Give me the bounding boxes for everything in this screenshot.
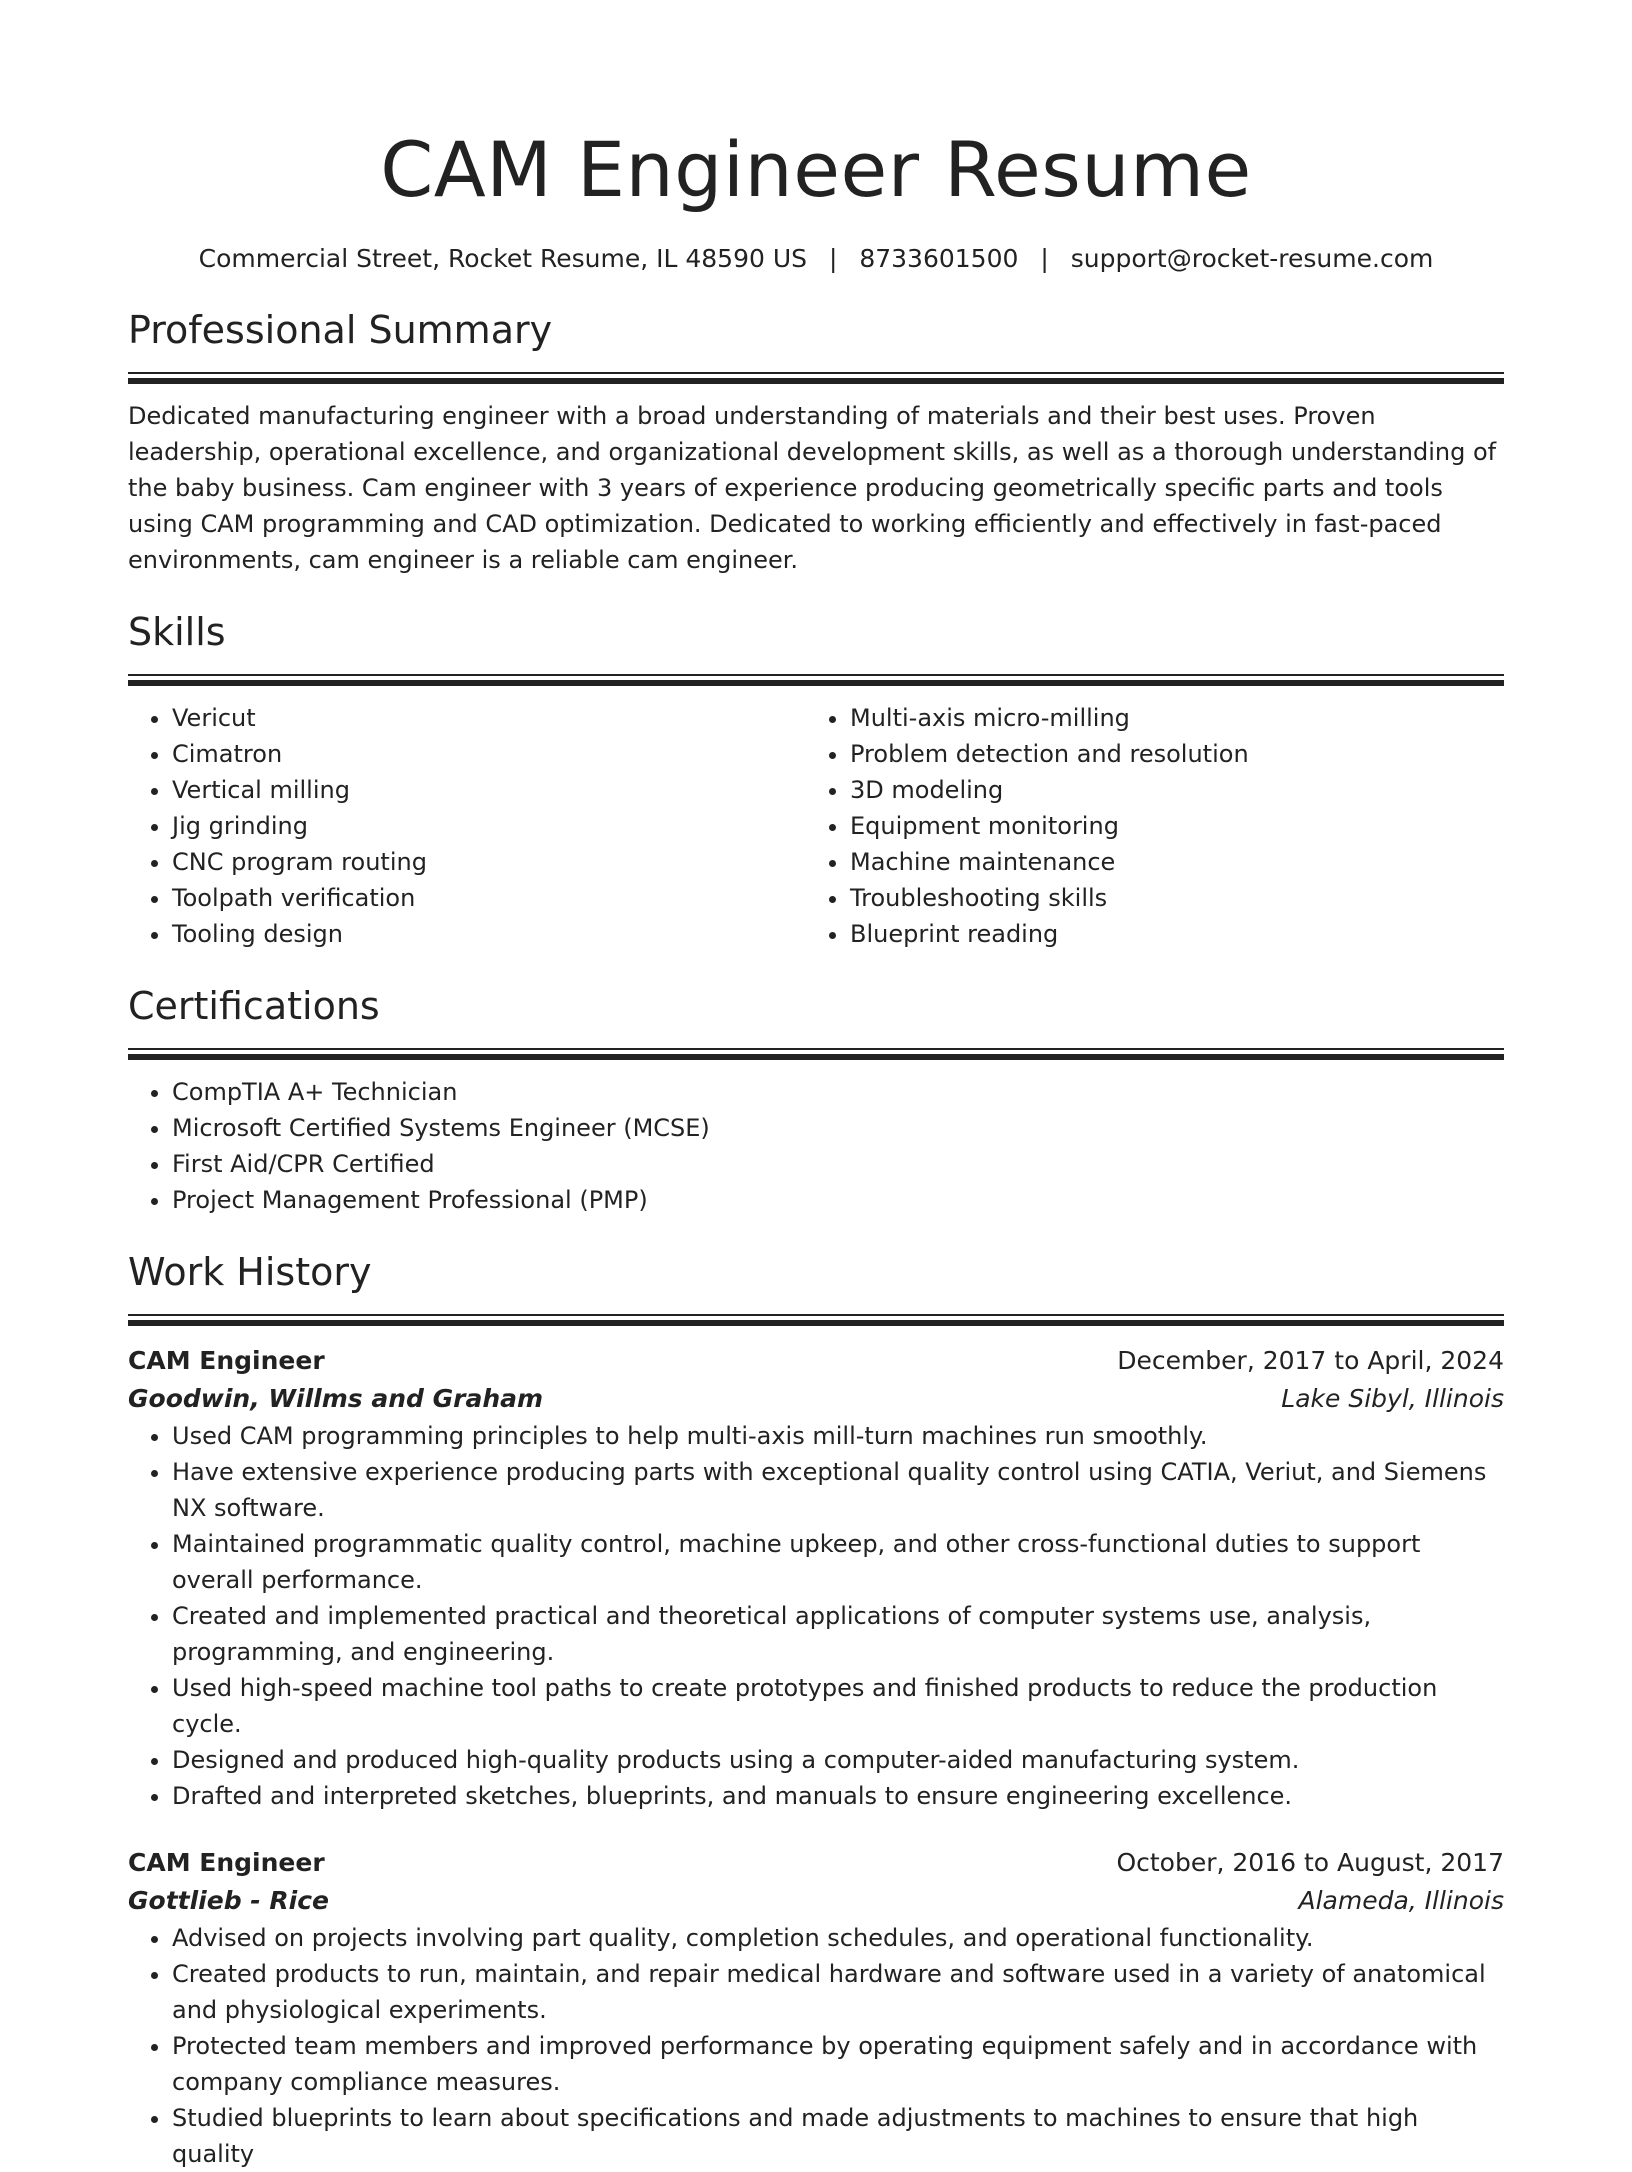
list-item: • Blueprint reading [850,916,1484,952]
list-item: • Maintained programmatic quality control, machine upkeep, and other cross-functional duties to support overall performance. [172,1526,1504,1598]
job-company: Goodwin, Willms and Graham [128,1384,544,1413]
list-item: • Vertical milling [172,772,806,808]
list-item: • Advised on projects involving part quality, completion schedules, and operational functionality. [172,1920,1504,1956]
list-item: • Problem detection and resolution [850,736,1484,772]
skills-section [128,608,1504,952]
list-item: • Microsoft Certified Systems Engineer (MCSE) [172,1110,1504,1146]
skills-columns [128,700,1504,952]
job-location: Alameda, Illinois [1298,1886,1504,1915]
job-title: CAM Engineer [128,1346,325,1375]
job-title: CAM Engineer [128,1848,325,1877]
list-item: • Drafted and interpreted sketches, blueprints, and manuals to ensure engineering excellence. [172,1778,1504,1814]
section-heading: Professional Summary [128,308,553,352]
contact-address: Commercial Street, Rocket Resume, IL 48590 US [198,244,807,273]
list-item: • Created products to run, maintain, and repair medical hardware and software used in a variety of anatomical and physiological experiments. [172,1956,1504,2028]
list-item: • Jig grinding [172,808,806,844]
section-divider [128,1048,1504,1060]
list-item: • Created and implemented practical and theoretical applications of computer systems use, analysis, programming, and engineering. [172,1598,1504,1670]
contact-phone: 8733601500 [859,244,1019,273]
work-history-section [128,1248,1504,2172]
skills-right-column [806,700,1484,952]
job-location: Lake Sibyl, Illinois [1281,1384,1504,1413]
list-item: • Project Management Professional (PMP) [172,1182,1504,1218]
summary-section [128,306,1504,578]
list-item: • Equipment monitoring [850,808,1484,844]
job-dates: December, 2017 to April, 2024 [1117,1346,1504,1375]
section-heading: Work History [128,1250,372,1294]
resume-title: CAM Engineer Resume [380,125,1252,214]
job-company: Gottlieb - Rice [128,1886,329,1915]
list-item: • 3D modeling [850,772,1484,808]
section-divider [128,1314,1504,1326]
list-item: • Designed and produced high-quality products using a computer-aided manufacturing system. [172,1742,1504,1778]
list-item: • Used high-speed machine tool paths to create prototypes and finished products to reduce the production cycle. [172,1670,1504,1742]
contact-separator: | [1040,244,1049,273]
section-heading: Skills [128,610,226,654]
list-item: • Protected team members and improved performance by operating equipment safely and in accordance with company compliance measures. [172,2028,1504,2100]
contact-separator: | [828,244,838,273]
summary-text: Dedicated manufacturing engineer with a broad understanding of materials and their best uses. Proven leadership, operational excellence, and organizational development skills, as well as a thorough understanding of the baby business. Cam engineer with 3 years of experience producing geometrically specific parts and tools using CAM programming and CAD optimization. Dedicated to working efficiently and effectively in fast-paced environments, cam engineer is a reliable cam engineer. [128,402,1497,574]
list-item: • Used CAM programming principles to help multi-axis mill-turn machines run smoothly. [172,1418,1504,1454]
job-dates: October, 2016 to August, 2017 [1116,1848,1504,1877]
list-item: • Have extensive experience producing parts with exceptional quality control using CATIA, Veriut, and Siemens NX software. [172,1454,1504,1526]
list-item: • Machine maintenance [850,844,1484,880]
certifications-section [128,982,1504,1218]
contact-email: support@rocket-resume.com [1070,244,1434,273]
list-item: • Toolpath verification [172,880,806,916]
list-item: • Multi-axis micro-milling [850,700,1484,736]
section-divider [128,674,1504,686]
skills-left-column [128,700,806,952]
list-item: • Vericut [172,700,806,736]
list-item: • First Aid/CPR Certified [172,1146,1504,1182]
list-item: • CNC program routing [172,844,806,880]
list-item: • Troubleshooting skills [850,880,1484,916]
list-item: • Cimatron [172,736,806,772]
job-entry [128,1844,1504,2172]
list-item: • Studied blueprints to learn about specifications and made adjustments to machines to ensure that high quality [172,2100,1504,2172]
section-divider [128,372,1504,384]
list-item: • CompTIA A+ Technician [172,1074,1504,1110]
job-entry [128,1342,1504,1814]
section-heading: Certifications [128,984,380,1028]
contact-line [128,242,1504,276]
list-item: • Tooling design [172,916,806,952]
